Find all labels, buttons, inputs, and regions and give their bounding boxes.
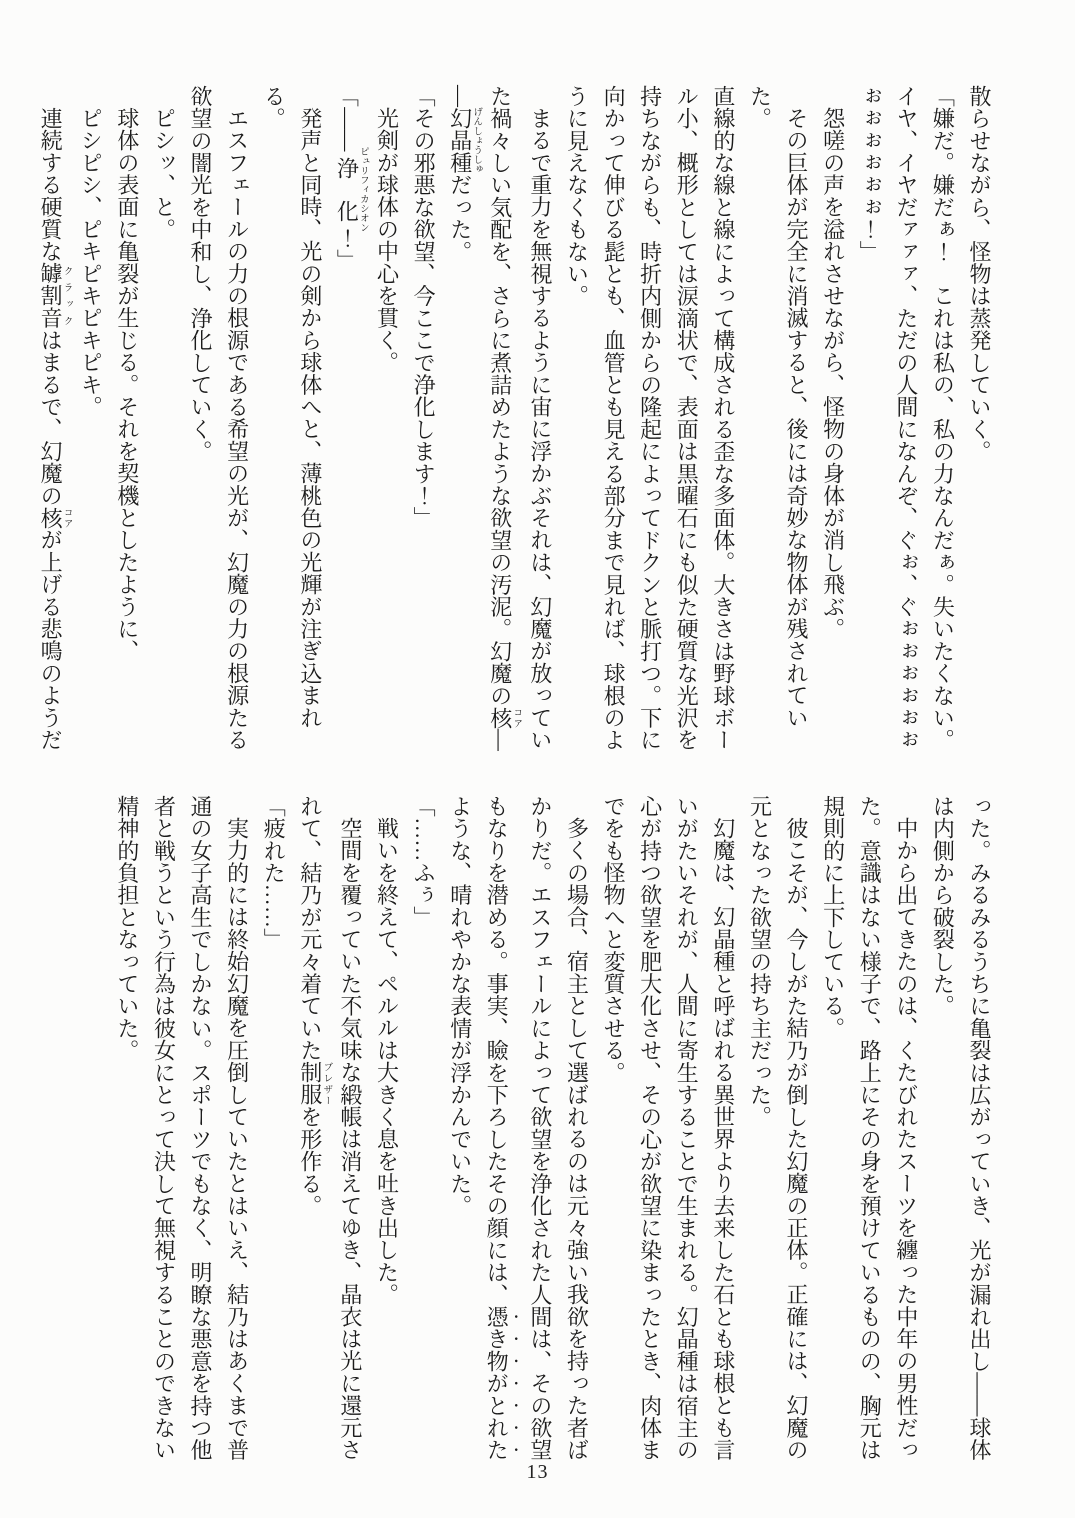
text-line — [887, 85, 924, 761]
text-line — [108, 795, 145, 1471]
text-line — [218, 795, 255, 1471]
text-run: 球体の表面に亀裂が生じる。それを契機としたように、 — [114, 107, 140, 662]
text-line — [704, 795, 741, 1471]
ruby-annotated-text: 幻晶種げんしょうしゅ — [447, 107, 482, 174]
furigana: コア — [511, 706, 522, 729]
text-run: 戦いを終えて、ペルルは大きく息を吐き出した。 — [374, 817, 400, 1306]
text-line — [594, 795, 631, 1471]
furigana: コア — [61, 506, 72, 529]
ruby-annotated-text: 浄化ピュリフィカシオン — [334, 146, 368, 233]
text-line — [481, 85, 521, 761]
text-line — [331, 795, 368, 1471]
text-run: でをも怪物へと変質させる。 — [601, 795, 627, 1084]
text-band-top — [32, 85, 997, 761]
furigana: クラック — [61, 262, 72, 329]
text-run: だった。 — [447, 173, 473, 263]
text-line — [181, 85, 218, 761]
text-line — [924, 85, 961, 761]
text-run: 「……ふぅ」 — [411, 795, 437, 929]
text-line — [368, 85, 405, 761]
text-run: 散らせながら、怪物は蒸発していく。 — [967, 85, 992, 463]
text-run: エスフェールの力の根源である希望の光が、幻魔の力の根源たる — [224, 107, 250, 751]
text-run: いがたいそれが、人間に寄生することで生まれる。幻晶種は宿主の — [674, 795, 700, 1461]
text-run: イヤ、イヤだァァァ、ただの人間になんぞ、ぐぉ、ぐぉぉぉぉぉぉ — [893, 85, 919, 751]
text-line — [924, 795, 961, 1471]
text-run: 中から出てきたのは、くたびれたスーツを纏った中年の男性だっ — [893, 817, 919, 1461]
text-run: ぉぉぉぉぉぉ！」 — [857, 85, 883, 263]
text-line — [558, 795, 595, 1471]
text-run: 彼こそが、今しがた結乃が倒した幻魔の正体。正確には、幻魔の — [784, 817, 810, 1461]
text-run: ル小、概形としては涙滴状で、表面は黒曜石にも似た硬質な光沢を — [674, 85, 700, 751]
text-run: 光剣が球体の中心を貫く。 — [374, 107, 400, 374]
text-line — [887, 795, 924, 1471]
ruby-annotated-text: 制服ブレザー — [297, 1061, 332, 1106]
text-run: 精神的負担となっていた。 — [114, 795, 140, 1062]
text-line — [558, 85, 595, 761]
text-run: まるで重力を無視するように宙に浮かぶそれは、幻魔が放ってい — [527, 107, 553, 751]
text-run: 者と戦うという行為は彼女にとって決して無視することのできない — [151, 795, 177, 1461]
text-line — [255, 795, 292, 1471]
text-run: 直線的な線と線によって構成される歪な多面体。大きさは野球ボー — [710, 85, 736, 751]
text-run: 向かって伸びる髭とも、血管とも見える部分まで見れば、球根のよ — [601, 85, 627, 751]
text-line — [668, 85, 705, 761]
ruby-annotated-text: 罅割音クラック — [38, 262, 72, 330]
text-run: 「疲れた……」 — [261, 795, 287, 951]
text-run: を形作る。 — [297, 1105, 323, 1217]
text-line — [405, 85, 442, 761]
text-run: ！」 — [334, 227, 360, 272]
text-run: た禍々しい気配を、さらに煮詰めたような欲望の汚泥。幻魔の — [487, 85, 513, 707]
furigana: ブレザー — [321, 1061, 332, 1106]
text-line — [777, 795, 814, 1471]
text-line — [741, 85, 814, 761]
text-line — [814, 795, 851, 1471]
emphasized-text: 憑き物がとれた — [484, 1305, 510, 1462]
text-run: 怨嗟の声を溢れさせながら、怪物の身体が消し飛ぶ。 — [820, 107, 846, 640]
text-run: が上げる悲鳴のようだ — [38, 528, 64, 751]
text-line — [851, 85, 888, 761]
text-run: もなりを潜める。事実、瞼を下ろしたその顔には、 — [484, 795, 510, 1306]
text-line — [145, 795, 182, 1471]
text-line — [960, 85, 997, 761]
furigana: げんしょうしゅ — [471, 107, 482, 174]
text-line — [441, 795, 478, 1471]
text-run: 元となった欲望の持ち主だった。 — [747, 795, 773, 1128]
text-line — [851, 795, 888, 1471]
text-run: 「その邪悪な欲望、今ここで浄化します！」 — [411, 85, 437, 529]
text-run: 空間を覆っていた不気味な緞帳は消えてゆき、晶衣は光に還元さ — [337, 817, 363, 1461]
text-line — [478, 795, 522, 1471]
text-run: った。みるみるうちに亀裂は広がっていき、光が漏れ出し――球体 — [967, 795, 992, 1461]
text-line — [145, 85, 182, 761]
text-line — [72, 85, 109, 761]
text-line — [255, 85, 328, 761]
text-line — [405, 795, 442, 1471]
text-run: れて、結乃が元々着ていた — [297, 795, 323, 1062]
text-line — [328, 85, 368, 761]
text-run: 欲望の闇光を中和し、浄化していく。 — [188, 85, 214, 463]
text-line — [181, 795, 218, 1471]
text-run: ピシピシ、ピキピキピキピキ。 — [78, 107, 104, 418]
text-line — [631, 795, 668, 1471]
text-run: 幻魔は、幻晶種と呼ばれる異世界より去来した石とも球根とも言 — [710, 817, 736, 1461]
text-run: 実力的には終始幻魔を圧倒していたとはいえ、結乃はあくまで普 — [224, 817, 250, 1461]
text-band-bottom — [108, 795, 997, 1471]
ruby-annotated-text: 核コア — [487, 706, 522, 729]
text-run: はまるで、幻魔の — [38, 329, 64, 507]
text-run: 通の女子高生でしかない。スポーツでもなく、明瞭な悪意を持つ他 — [188, 795, 214, 1461]
ruby-annotated-text: 核コア — [38, 506, 72, 529]
text-run: 「嫌だ。嫌だぁ！ これは私の、私の力なんだぁ。失いたくない。 — [930, 85, 956, 751]
text-run: 多くの場合、宿主として選ばれるのは元々強い我欲を持った者ば — [564, 817, 590, 1461]
text-run: 発声と同時、光の剣から球体へと、薄桃色の光輝が注ぎ込まれる。 — [261, 85, 323, 729]
text-run: ような、晴れやかな表情が浮かんでいた。 — [447, 795, 473, 1217]
text-line — [218, 85, 255, 761]
page-number: 13 — [526, 1461, 549, 1483]
text-line — [741, 795, 778, 1471]
text-line — [521, 85, 558, 761]
text-run: は内側から破裂した。 — [930, 795, 956, 1017]
text-line — [291, 795, 331, 1471]
text-run: 連続する硬質な — [38, 107, 64, 263]
text-line — [368, 795, 405, 1471]
text-run: た。意識はない様子で、路上にその身を預けているものの、胸元は — [857, 795, 883, 1461]
text-line — [441, 85, 481, 761]
furigana: ピュリフィカシオン — [357, 146, 368, 233]
text-run: ピシッ、と。 — [151, 107, 177, 241]
text-line — [594, 85, 631, 761]
text-run: その巨体が完全に消滅すると、後には奇妙な物体が残されていた。 — [747, 85, 810, 729]
text-run: ― — [487, 728, 513, 752]
text-line — [521, 795, 558, 1471]
text-run: うに見えなくもない。 — [564, 85, 590, 307]
text-run: かりだ。エスフェールによって欲望を浄化された人間は、その欲望 — [527, 795, 553, 1461]
text-line — [32, 85, 72, 761]
text-line — [814, 85, 851, 761]
text-line — [631, 85, 668, 761]
text-run: 持ちながらも、時折内側からの隆起によってドクンと脈打つ。下に — [637, 85, 663, 751]
text-run: 「―― — [334, 85, 360, 152]
text-run: 心が持つ欲望を肥大化させ、その心が欲望に染まったとき、肉体ま — [637, 795, 663, 1461]
text-line — [960, 795, 997, 1471]
text-run: 規則的に上下している。 — [820, 795, 846, 1040]
text-line — [108, 85, 145, 761]
text-line — [704, 85, 741, 761]
text-run: ― — [447, 85, 473, 108]
text-line — [668, 795, 705, 1471]
